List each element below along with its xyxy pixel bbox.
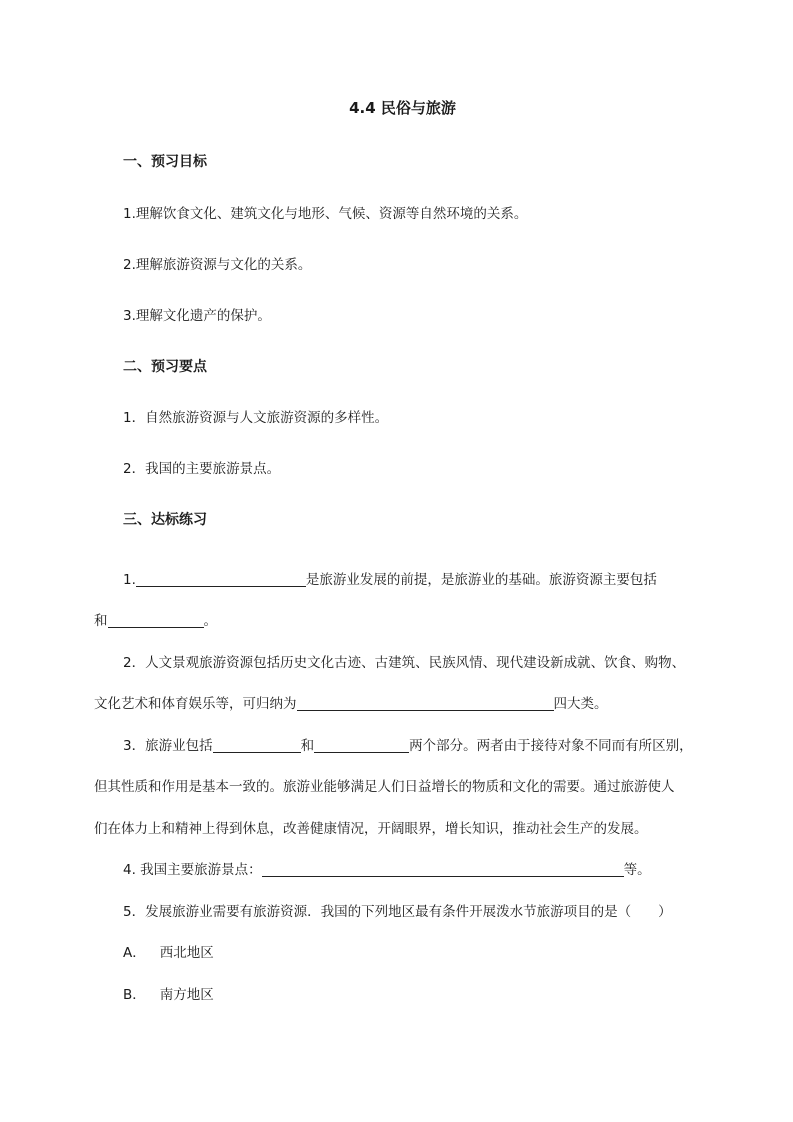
goal-item-2: 2.理解旅游资源与文化的关系。 <box>123 257 312 273</box>
answer-blank[interactable] <box>314 738 409 753</box>
question-1-and: 和 <box>94 613 108 629</box>
point-item-2: 2．我国的主要旅游景点。 <box>123 461 281 477</box>
option-letter: A． <box>123 945 146 961</box>
question-3-end: 两个部分。两者由于接待对象不同而有所区别， <box>409 738 693 754</box>
question-3-line-2: 但其性质和作用是基本一致的。旅游业能够满足人们日益增长的物质和文化的需要。通过旅游使人 <box>94 779 675 795</box>
question-3-line-3: 们在体力上和精神上得到休息，改善健康情况，开阔眼界，增长知识，推动社会生产的发展。 <box>94 821 648 837</box>
question-3-and: 和 <box>300 738 315 754</box>
question-2-text: 文化艺术和体育娱乐等，可归纳为 <box>94 696 297 712</box>
section-heading-points: 二、预习要点 <box>123 359 207 375</box>
answer-blank[interactable] <box>108 613 204 628</box>
point-item-1: 1．自然旅游资源与人文旅游资源的多样性。 <box>123 410 389 426</box>
goal-item-3: 3.理解文化遗产的保护。 <box>123 308 271 324</box>
option-a[interactable] <box>123 944 214 962</box>
answer-blank[interactable] <box>136 572 306 587</box>
question-1-end: 。 <box>203 613 217 629</box>
answer-blank[interactable] <box>297 696 554 711</box>
section-heading-exercises: 三、达标练习 <box>123 512 207 528</box>
question-4 <box>123 861 651 879</box>
question-5: 5．发展旅游业需要有旅游资源．我国的下列地区最有条件开展泼水节旅游项目的是（ ） <box>123 904 672 920</box>
option-text: 西北地区 <box>159 945 214 961</box>
answer-blank[interactable] <box>213 738 301 753</box>
answer-blank[interactable] <box>262 862 624 877</box>
question-1-line-1 <box>123 571 657 589</box>
question-1-line-2 <box>94 612 217 630</box>
question-3-line-1 <box>123 737 693 755</box>
section-heading-goals: 一、预习目标 <box>123 154 207 170</box>
option-b[interactable] <box>123 986 214 1004</box>
question-4-end: 等。 <box>623 862 651 878</box>
option-letter: B． <box>123 987 146 1003</box>
goal-item-1: 1.理解饮食文化、建筑文化与地形、气候、资源等自然环境的关系。 <box>123 206 528 222</box>
question-1-text: 是旅游业发展的前提，是旅游业的基础。旅游资源主要包括 <box>305 572 657 588</box>
question-3-start: 3．旅游业包括 <box>123 738 213 754</box>
question-2-line-2 <box>94 695 608 713</box>
option-text: 南方地区 <box>159 987 214 1003</box>
page-title: 4.4 民俗与旅游 <box>349 99 456 117</box>
question-1-number: 1. <box>123 572 136 588</box>
question-4-start: 4. 我国主要旅游景点： <box>123 862 262 878</box>
question-2-end: 四大类。 <box>553 696 608 712</box>
question-2-line-1: 2．人文景观旅游资源包括历史文化古迹、古建筑、民族风情、现代建设新成就、饮食、购物、 <box>123 655 686 671</box>
